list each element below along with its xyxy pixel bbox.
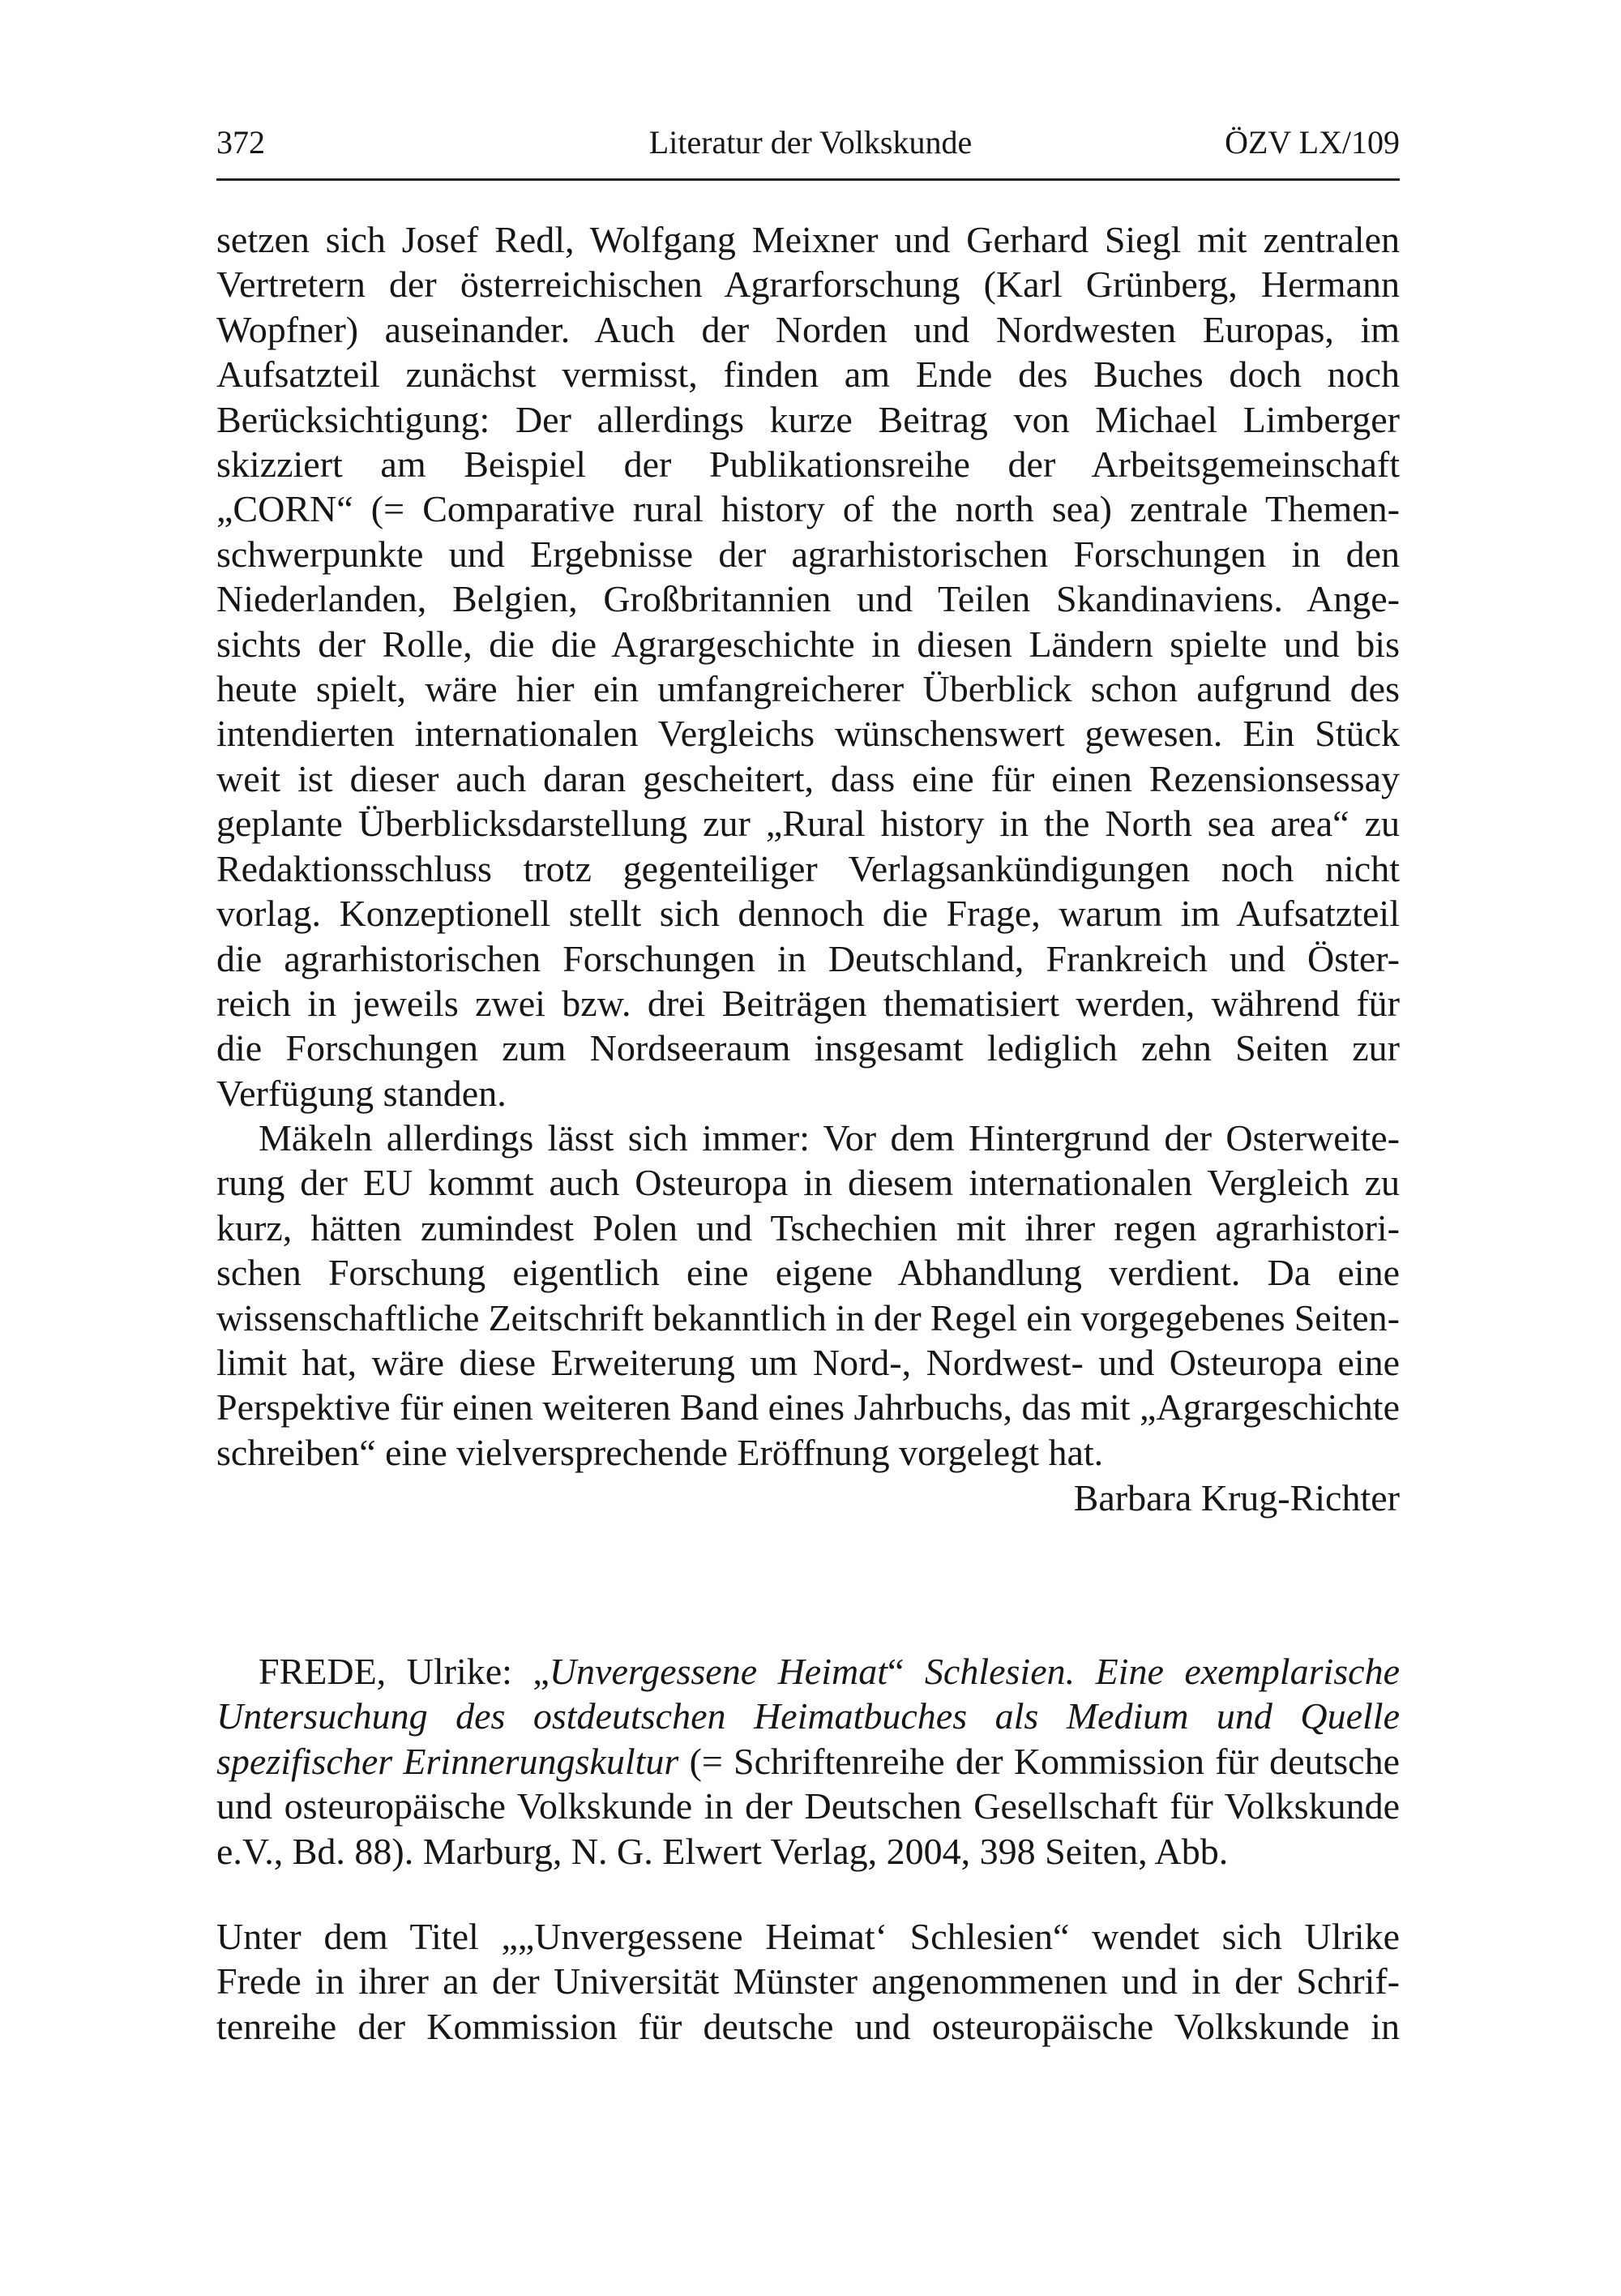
citation-line bbox=[216, 1784, 1400, 1828]
text-line: Vertretern der österreichischen Agrarforschung (Karl Grünberg, Hermann bbox=[216, 263, 1400, 306]
text-line: wissenschaftliche Zeitschrift bekanntlich in der Regel ein vorgegebenes Seiten- bbox=[216, 1296, 1400, 1339]
running-header-title: Literatur der Volkskunde bbox=[648, 124, 973, 161]
text-line: intendierten internationalen Vergleichs wünschenswert gewesen. Ein Stück bbox=[216, 713, 1400, 755]
citation-title-segment: Unvergessene Heimat bbox=[549, 1651, 888, 1692]
citation-title-segment: Schlesien. Eine exemplarische bbox=[924, 1651, 1401, 1692]
text-line: limit hat, wäre diese Erweiterung um Nord-, Nordwest- und Osteuropa eine bbox=[216, 1342, 1400, 1384]
text-line: skizziert am Beispiel der Publikationsreihe der Arbeitsgemeinschaft bbox=[216, 443, 1400, 486]
citation-segment: FREDE, Ulrike: „ bbox=[259, 1651, 550, 1692]
text-line: Berücksichtigung: Der allerdings kurze Beitrag von Michael Limberger bbox=[216, 398, 1400, 440]
text-line: weit ist dieser auch daran gescheitert, dass eine für einen Rezensionsessay bbox=[216, 757, 1400, 799]
citation-line bbox=[216, 1739, 1400, 1784]
text-line: heute spielt, wäre hier ein umfangreicherer Überblick schon aufgrund des bbox=[216, 668, 1400, 710]
citation-segment: und osteuropäische Volkskunde in der Deutschen Gesellschaft für Volkskunde bbox=[216, 1785, 1400, 1827]
text-line: sichts der Rolle, die die Agrargeschichte in diesen Ländern spielte und bis bbox=[216, 623, 1400, 665]
citation-segment: (= Schriftenreihe der Kommission für deutsche bbox=[678, 1740, 1401, 1782]
text-line: Perspektive für einen weiteren Band eines Jahrbuchs, das mit „Agrargeschichte bbox=[216, 1386, 1400, 1429]
text-line: reich in jeweils zwei bzw. drei Beiträgen thematisiert werden, während für bbox=[216, 982, 1400, 1024]
text-line: schwerpunkte und Ergebnisse der agrarhistorischen Forschungen in den bbox=[216, 533, 1400, 575]
text-line: Verfügung standen. bbox=[216, 1072, 507, 1114]
text-line: schen Forschung eigentlich eine eigene Abhandlung verdient. Da eine bbox=[216, 1252, 1400, 1294]
citation-line bbox=[216, 1649, 1400, 1694]
citation-line bbox=[216, 1829, 1400, 1874]
text-line: Frede in ihrer an der Universität Münster angenommenen und in der Schrif- bbox=[216, 1960, 1400, 2003]
citation-segment: “ bbox=[887, 1651, 925, 1692]
text-line: setzen sich Josef Redl, Wolfgang Meixner und Gerhard Siegl mit zentralen bbox=[216, 219, 1400, 260]
text-line: schreiben“ eine vielversprechende Eröffnung vorgelegt hat. bbox=[216, 1431, 1104, 1473]
review2-body bbox=[216, 1914, 1400, 2049]
text-line: Redaktionsschluss trotz gegenteiliger Verlagsankündigungen noch nicht bbox=[216, 847, 1400, 889]
review1-author-block bbox=[216, 1476, 1400, 1520]
text-line: Mäkeln allerdings lässt sich immer: Vor dem Hintergrund der Osterweite- bbox=[259, 1117, 1400, 1159]
citation-title-segment: spezifischer Erinnerungskultur bbox=[216, 1740, 679, 1782]
citation-segment: e.V., Bd. 88). Marburg, N. G. Elwert Verlag, 2004, 398 Seiten, Abb. bbox=[216, 1830, 1229, 1872]
review2-citation bbox=[216, 1649, 1400, 1874]
text-line: vorlag. Konzeptionell stellt sich dennoch die Frage, warum im Aufsatzteil bbox=[216, 893, 1400, 935]
review-author: Barbara Krug-Richter bbox=[1073, 1477, 1400, 1519]
journal-issue: ÖZV LX/109 bbox=[1225, 124, 1400, 161]
text-line: rung der EU kommt auch Osteuropa in diesem internationalen Vergleich zu bbox=[216, 1162, 1400, 1204]
text-line: Wopfner) auseinander. Auch der Norden und Nordwesten Europas, im bbox=[216, 308, 1400, 350]
text-line: Niederlanden, Belgien, Großbritannien und Teilen Skandinaviens. Ange- bbox=[216, 578, 1400, 620]
text-line: Unter dem Titel „„Unvergessene Heimat‘ Schlesien“ wendet sich Ulrike bbox=[216, 1916, 1400, 1957]
citation-line bbox=[216, 1694, 1400, 1738]
page-number: 372 bbox=[216, 124, 265, 161]
text-line: geplante Überblicksdarstellung zur „Rural history in the North sea area“ zu bbox=[216, 803, 1400, 845]
text-line: kurz, hätten zumindest Polen und Tschechien mit ihrer regen agrarhistori- bbox=[216, 1206, 1400, 1249]
text-line: die agrarhistorischen Forschungen in Deutschland, Frankreich und Öster- bbox=[216, 937, 1400, 979]
review1-paragraph1 bbox=[216, 217, 1400, 1116]
review1-paragraph2 bbox=[216, 1116, 1400, 1475]
header-rule bbox=[216, 178, 1400, 181]
citation-title-segment: Untersuchung des ostdeutschen Heimatbuches als Medium und Quelle bbox=[216, 1695, 1400, 1737]
text-line: „CORN“ (= Comparative rural history of the north sea) zentrale Themen- bbox=[216, 488, 1400, 530]
text-line: tenreihe der Kommission für deutsche und osteuropäische Volkskunde in bbox=[216, 2005, 1400, 2047]
text-line: die Forschungen zum Nordseeraum insgesamt lediglich zehn Seiten zur bbox=[216, 1027, 1400, 1069]
text-line: Aufsatzteil zunächst vermisst, finden am Ende des Buches doch noch bbox=[216, 353, 1400, 396]
